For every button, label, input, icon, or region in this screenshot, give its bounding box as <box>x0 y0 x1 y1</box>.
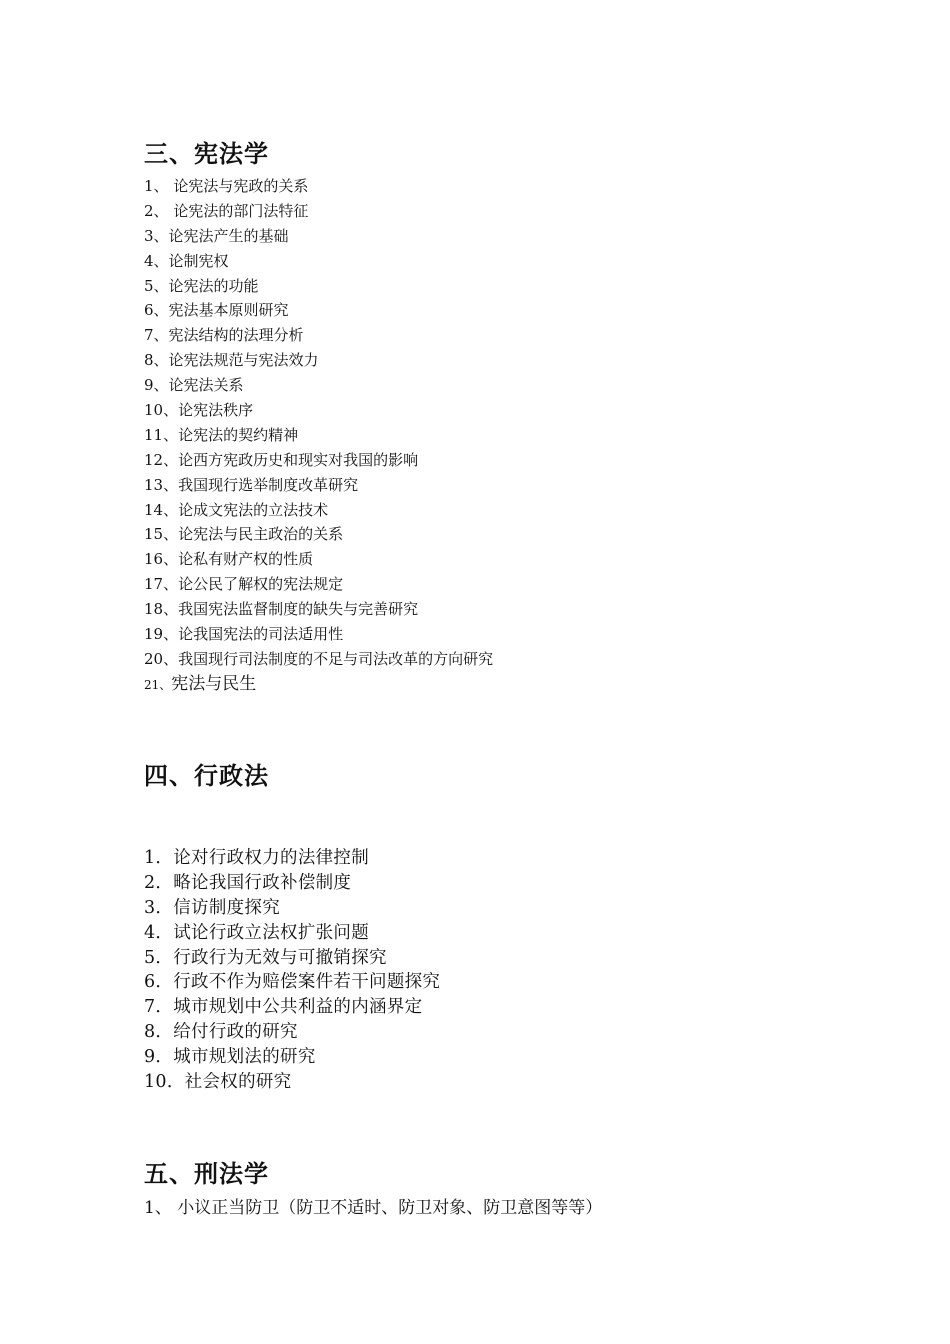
list-item: 1、 论宪法与宪政的关系 <box>144 177 309 195</box>
section-4-list <box>144 846 440 1095</box>
section-3-heading: 三、宪法学 <box>144 139 269 168</box>
list-item: 8．给付行政的研究 <box>144 1022 298 1043</box>
section-4-heading: 四、行政法 <box>144 761 269 790</box>
list-item: 7．城市规划中公共利益的内涵界定 <box>144 997 423 1018</box>
list-item: 5．行政行为无效与可撤销探究 <box>144 947 387 968</box>
list-item: 5、论宪法的功能 <box>144 276 259 295</box>
list-item: 4．试论行政立法权扩张问题 <box>144 922 370 943</box>
list-item: 21、宪法与民生 <box>144 673 257 694</box>
list-item: 6、宪法基本原则研究 <box>144 301 289 320</box>
list-item: 14、论成文宪法的立法技术 <box>144 500 329 519</box>
list-item: 16、论私有财产权的性质 <box>144 550 314 569</box>
list-item: 8、论宪法规范与宪法效力 <box>144 351 319 370</box>
list-item: 13、我国现行选举制度改革研究 <box>144 475 359 494</box>
list-item: 17、论公民了解权的宪法规定 <box>144 575 344 594</box>
list-item: 18、我国宪法监督制度的缺失与完善研究 <box>144 600 419 619</box>
list-item: 3、论宪法产生的基础 <box>144 226 289 245</box>
list-item: 9、论宪法关系 <box>144 376 244 395</box>
list-item: 6．行政不作为赔偿案件若干问题探究 <box>144 972 441 993</box>
list-item: 9．城市规划法的研究 <box>144 1047 316 1068</box>
list-item: 10．社会权的研究 <box>144 1072 292 1093</box>
section-5-list <box>144 1195 602 1221</box>
list-item: 11、论宪法的契约精神 <box>144 425 299 444</box>
list-item: 7、宪法结构的法理分析 <box>144 326 304 345</box>
list-item: 4、论制宪权 <box>144 251 229 270</box>
list-item: 19、论我国宪法的司法适用性 <box>144 625 344 644</box>
list-item: 1．论对行政权力的法律控制 <box>144 848 370 868</box>
section-3-list <box>144 174 493 697</box>
list-item: 3．信访制度探究 <box>144 897 281 918</box>
list-item: 2、 论宪法的部门法特征 <box>144 201 309 220</box>
list-item: 12、论西方宪政历史和现实对我国的影响 <box>144 450 419 469</box>
list-item: 1、 小议正当防卫（防卫不适时、防卫对象、防卫意图等等） <box>144 1198 603 1218</box>
section-5-heading: 五、刑法学 <box>144 1159 269 1188</box>
list-item: 10、论宪法秩序 <box>144 401 254 420</box>
list-item: 15、论宪法与民主政治的关系 <box>144 525 344 544</box>
list-item: 2．略论我国行政补偿制度 <box>144 872 352 893</box>
list-item: 20、我国现行司法制度的不足与司法改革的方向研究 <box>144 649 494 668</box>
